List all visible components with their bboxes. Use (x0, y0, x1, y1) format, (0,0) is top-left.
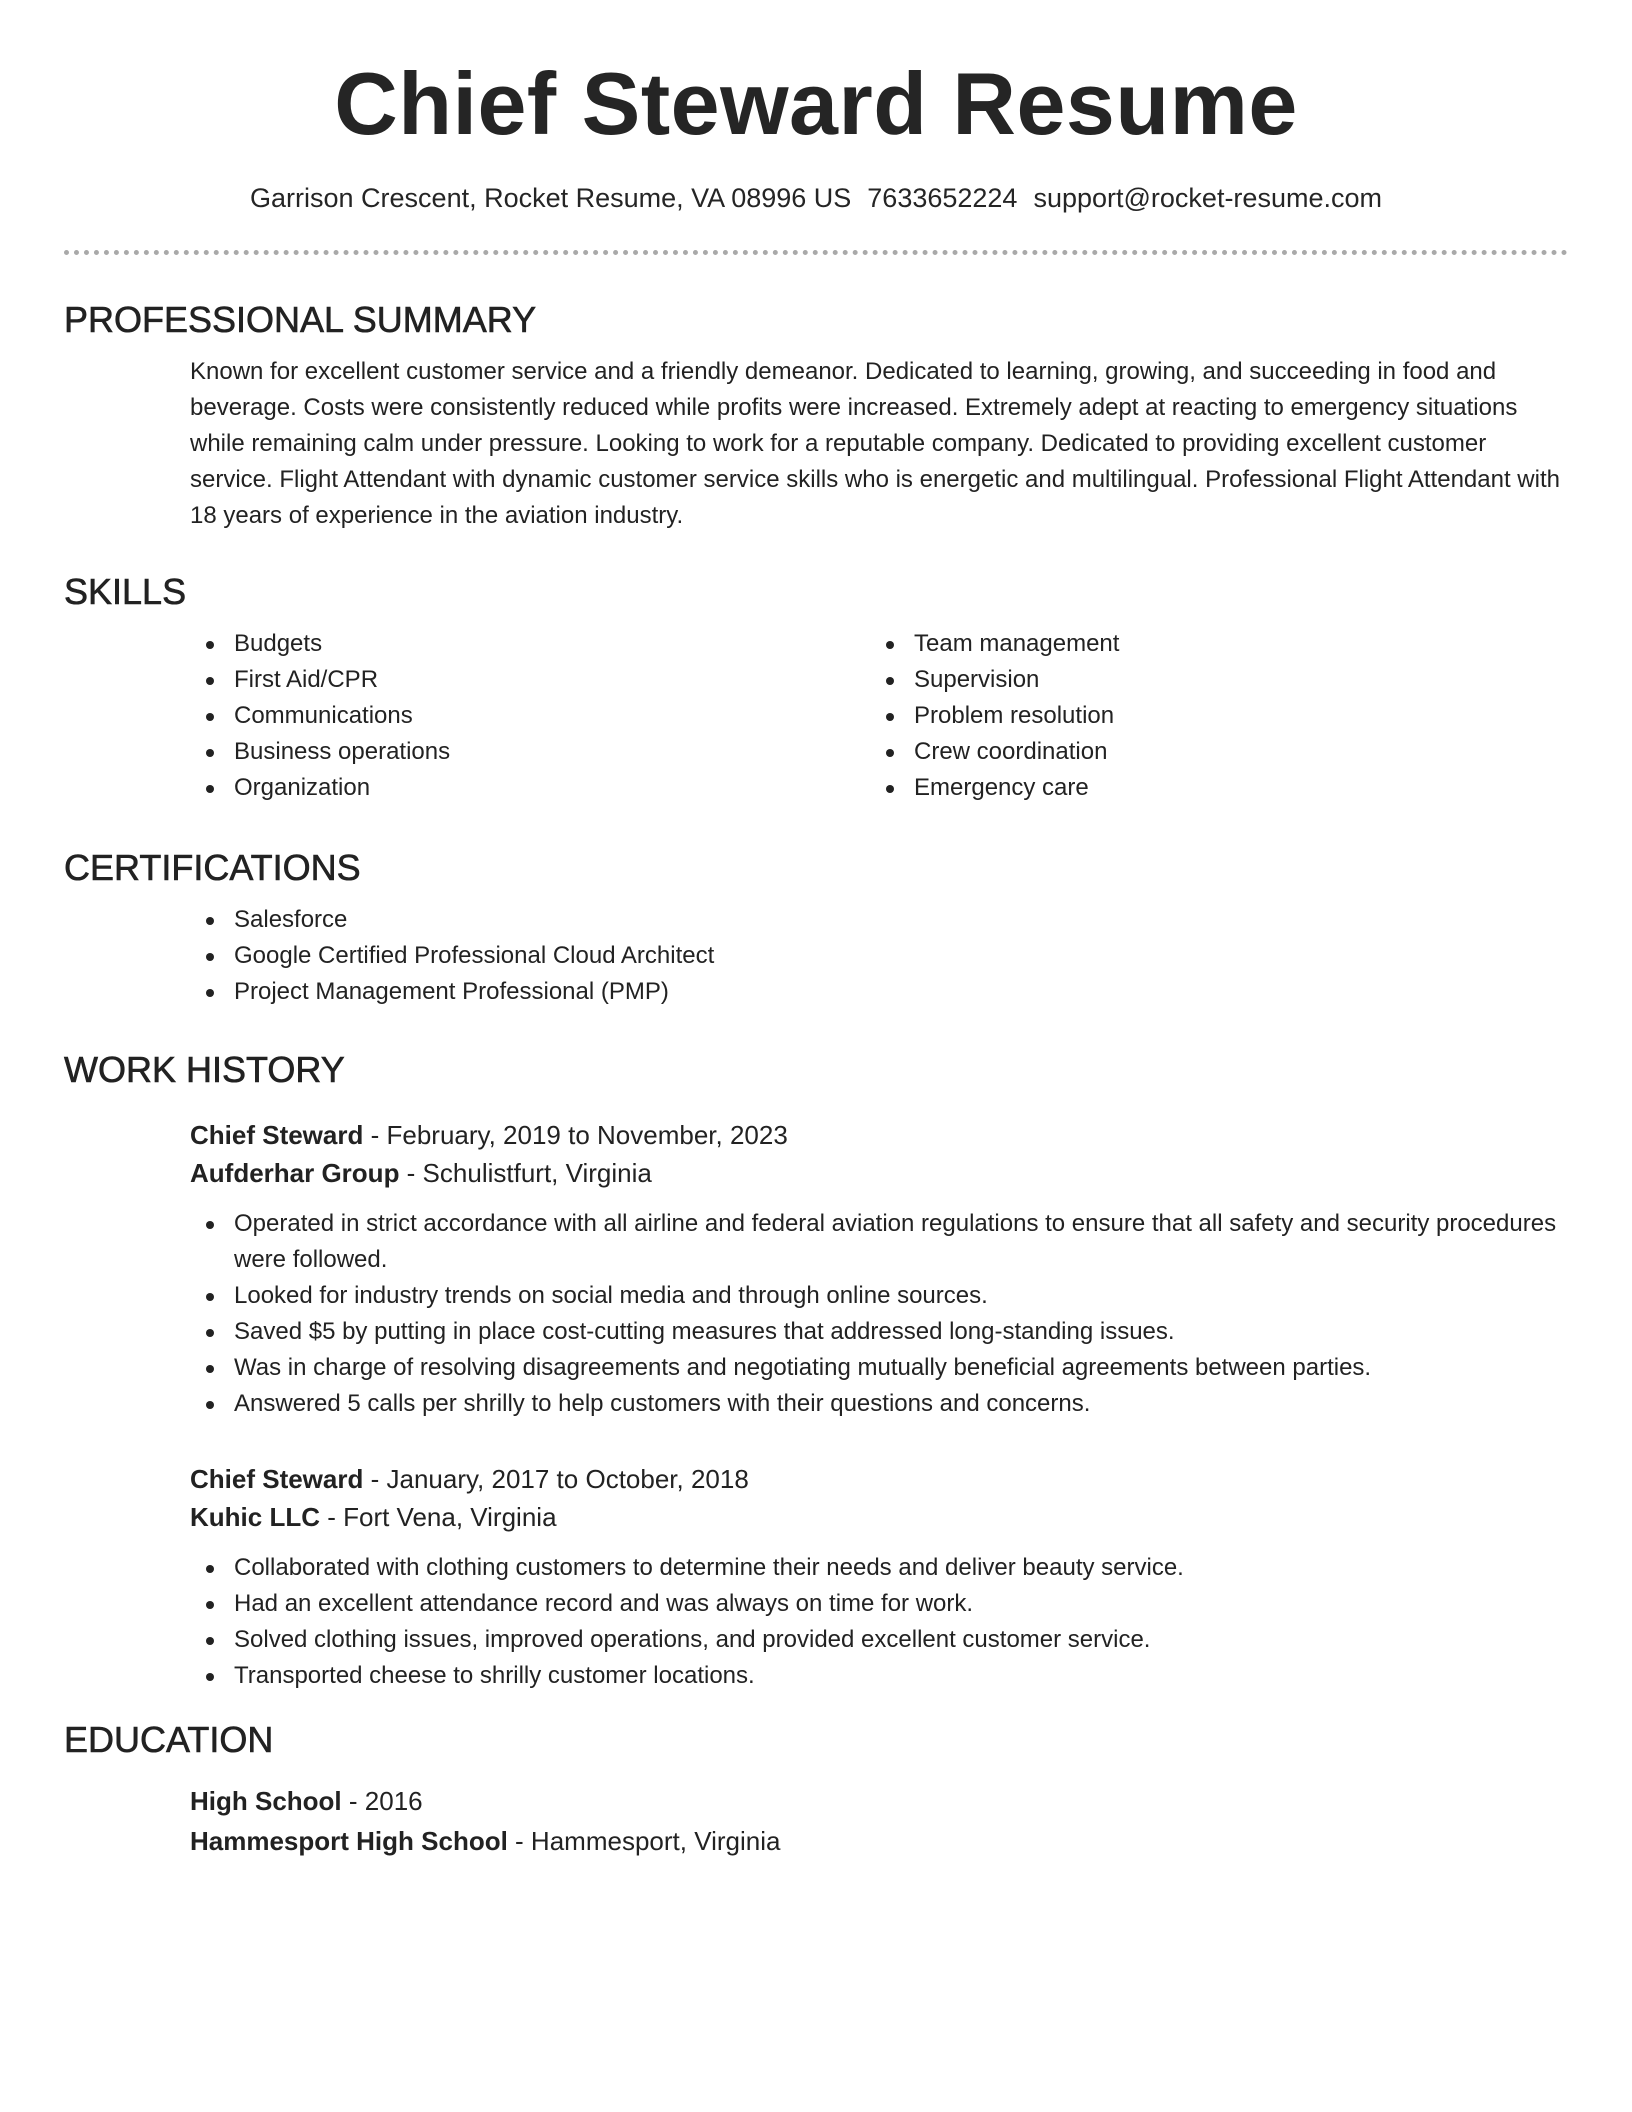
contact-email: support@rocket-resume.com (1033, 183, 1382, 213)
skill-item: Communications (190, 698, 870, 734)
job-dates: - February, 2019 to November, 2023 (363, 1120, 788, 1150)
certifications-heading: CERTIFICATIONS (64, 847, 361, 888)
education-location: - Hammesport, Virginia (507, 1826, 781, 1856)
skill-item: Emergency care (870, 770, 1550, 806)
certification-item: Salesforce (190, 902, 1568, 938)
skills-list-left (190, 626, 870, 806)
education-school: Hammesport High School (190, 1826, 508, 1856)
skill-item: First Aid/CPR (190, 662, 870, 698)
job-bullet: Was in charge of resolving disagreements and negotiating mutually beneficial agreements between parties. (190, 1350, 1568, 1386)
job-bullet: Solved clothing issues, improved operations, and provided excellent customer service. (190, 1622, 1568, 1658)
summary-text: Known for excellent customer service and a friendly demeanor. Dedicated to learning, growing, and succeeding in food and beverage. Costs were consistently reduced while profits were increased. Extremely adept at reacting to emergency situations while remaining calm under pressure. Looking to work for a reputable company. Dedicated to providing excellent customer service. Flight Attendant with dynamic customer service skills who is energetic and multilingual. Professional Flight Attendant with 18 years of experience in the aviation industry. (190, 358, 1560, 529)
job-title: Chief Steward (190, 1464, 364, 1494)
job-body (190, 1460, 1568, 1694)
job-bullet: Looked for industry trends on social media and through online sources. (190, 1278, 1568, 1314)
skill-item: Crew coordination (870, 734, 1550, 770)
job-bullets (190, 1206, 1568, 1422)
job-title: Chief Steward (190, 1120, 364, 1150)
certification-item: Google Certified Professional Cloud Architect (190, 938, 1568, 974)
job-bullet: Transported cheese to shrilly customer locations. (190, 1658, 1568, 1694)
skill-item: Business operations (190, 734, 870, 770)
education-degree: High School (190, 1786, 342, 1816)
job-bullet: Collaborated with clothing customers to determine their needs and deliver beauty service. (190, 1550, 1568, 1586)
education-school-line (190, 1822, 1568, 1860)
skill-item: Supervision (870, 662, 1550, 698)
job-dates: - January, 2017 to October, 2018 (363, 1464, 749, 1494)
skills-columns (190, 626, 1568, 806)
summary-heading: PROFESSIONAL SUMMARY (64, 299, 537, 340)
education-degree-line (190, 1782, 1568, 1820)
job-bullet: Answered 5 calls per shrilly to help customers with their questions and concerns. (190, 1386, 1568, 1422)
certifications-list (190, 902, 1568, 1010)
job-company-line (190, 1498, 1568, 1536)
education-section (64, 1716, 1568, 1860)
job-company-line (190, 1154, 1568, 1192)
certifications-body (190, 902, 1568, 1010)
skill-item: Team management (870, 626, 1550, 662)
job-body (190, 1116, 1568, 1422)
contact-address: Garrison Crescent, Rocket Resume, VA 08996 US (250, 183, 852, 213)
job-location: - Schulistfurt, Virginia (399, 1158, 652, 1188)
skills-section (64, 568, 1568, 806)
job-company: Aufderhar Group (190, 1158, 400, 1188)
education-heading: EDUCATION (64, 1719, 274, 1760)
certification-item: Project Management Professional (PMP) (190, 974, 1568, 1010)
job-bullet: Saved $5 by putting in place cost-cutting measures that addressed long-standing issues. (190, 1314, 1568, 1350)
job-entry (64, 1460, 1568, 1694)
job-bullet: Operated in strict accordance with all airline and federal aviation regulations to ensure that all safety and security procedures were followed. (190, 1206, 1568, 1278)
job-bullets (190, 1550, 1568, 1694)
education-body (190, 1782, 1568, 1860)
resume-title: Chief Steward Resume (334, 54, 1298, 153)
job-title-line (190, 1460, 1568, 1498)
contact-phone: 7633652224 (867, 183, 1018, 213)
skill-item: Organization (190, 770, 870, 806)
job-location: - Fort Vena, Virginia (320, 1502, 557, 1532)
summary-section (64, 296, 1568, 534)
contact-line (0, 178, 1632, 218)
skill-item: Budgets (190, 626, 870, 662)
skill-item: Problem resolution (870, 698, 1550, 734)
work-history-section (64, 1046, 1568, 1094)
job-company: Kuhic LLC (190, 1502, 320, 1532)
work-history-heading: WORK HISTORY (64, 1049, 345, 1090)
skills-heading: SKILLS (64, 571, 187, 612)
header-divider (64, 250, 1568, 255)
skills-list-right (870, 626, 1550, 806)
job-entry (64, 1116, 1568, 1422)
certifications-section (64, 844, 1568, 1010)
job-title-line (190, 1116, 1568, 1154)
summary-body (190, 354, 1568, 534)
job-bullet: Had an excellent attendance record and was always on time for work. (190, 1586, 1568, 1622)
education-year: - 2016 (341, 1786, 423, 1816)
